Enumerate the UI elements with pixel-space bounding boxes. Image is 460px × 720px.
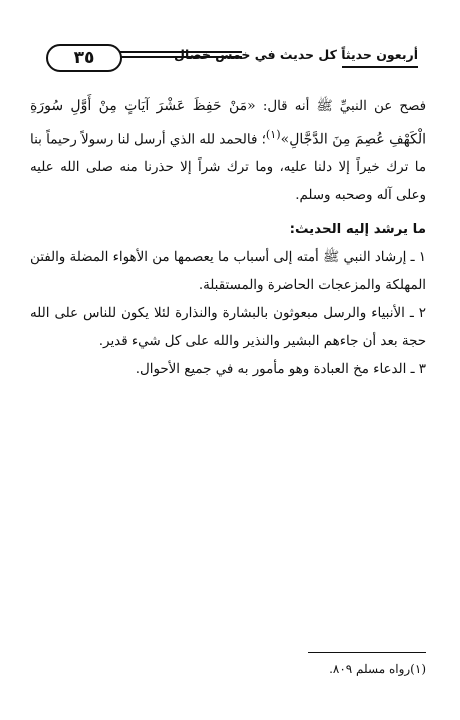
paragraph-hadith xyxy=(30,92,426,210)
hadith-quote: «مَنْ حَفِظَ عَشْرَ آيَاتٍ مِنْ أَوَّلِ سُورَةِ الْكَهْفِ عُصِمَ مِنَ الدَّجَّالِ» xyxy=(30,98,427,148)
footnote-marker: (١) xyxy=(265,128,281,141)
item-text: إرشاد النبي ﷺ أمته إلى أسباب ما يعصمها من الأهواء المضلة والفتن المهلكة والمزعجات الحاضرة والمستقبلة. xyxy=(30,250,426,294)
item-text: الأنبياء والرسل مبعوثون بالبشارة والنذارة لئلا يكون للناس على الله حجة بعد أن جاءهم البشير والنذير والله على كل شيء قدير. xyxy=(30,306,426,350)
header-rule-right xyxy=(342,66,418,68)
paragraph-intro: فصح عن النبيِّ ﷺ أنه قال: xyxy=(255,99,426,114)
list-item xyxy=(30,356,426,384)
running-title: أربعون حديثاً كل حديث في خمس خصال xyxy=(174,47,418,62)
list-item xyxy=(30,244,426,300)
section-heading: ما يرشد إليه الحديث: xyxy=(289,222,426,238)
item-number: ٢ ـ xyxy=(409,306,426,322)
item-number: ٣ ـ xyxy=(410,362,426,378)
item-text: الدعاء مخ العبادة وهو مأمور به في جميع الأحوال. xyxy=(135,362,407,378)
paragraph-rest: ؛ فالحمد لله الذي أرسل لنا رسولاً رحيماً بنا ما ترك خيراً إلا دلنا عليه، وما ترك شراً إلا حذرنا منه صلى الله عليه وعلى آله وصحبه وسلم. xyxy=(30,132,426,204)
item-number: ١ ـ xyxy=(410,250,426,266)
list-item xyxy=(30,300,426,356)
page-header xyxy=(46,44,418,74)
footnote-separator xyxy=(308,652,426,653)
main-text xyxy=(30,92,426,384)
footnote: (١)رواه مسلم ٨٠٩. xyxy=(329,662,426,676)
page-number: ٣٥ xyxy=(46,44,122,72)
